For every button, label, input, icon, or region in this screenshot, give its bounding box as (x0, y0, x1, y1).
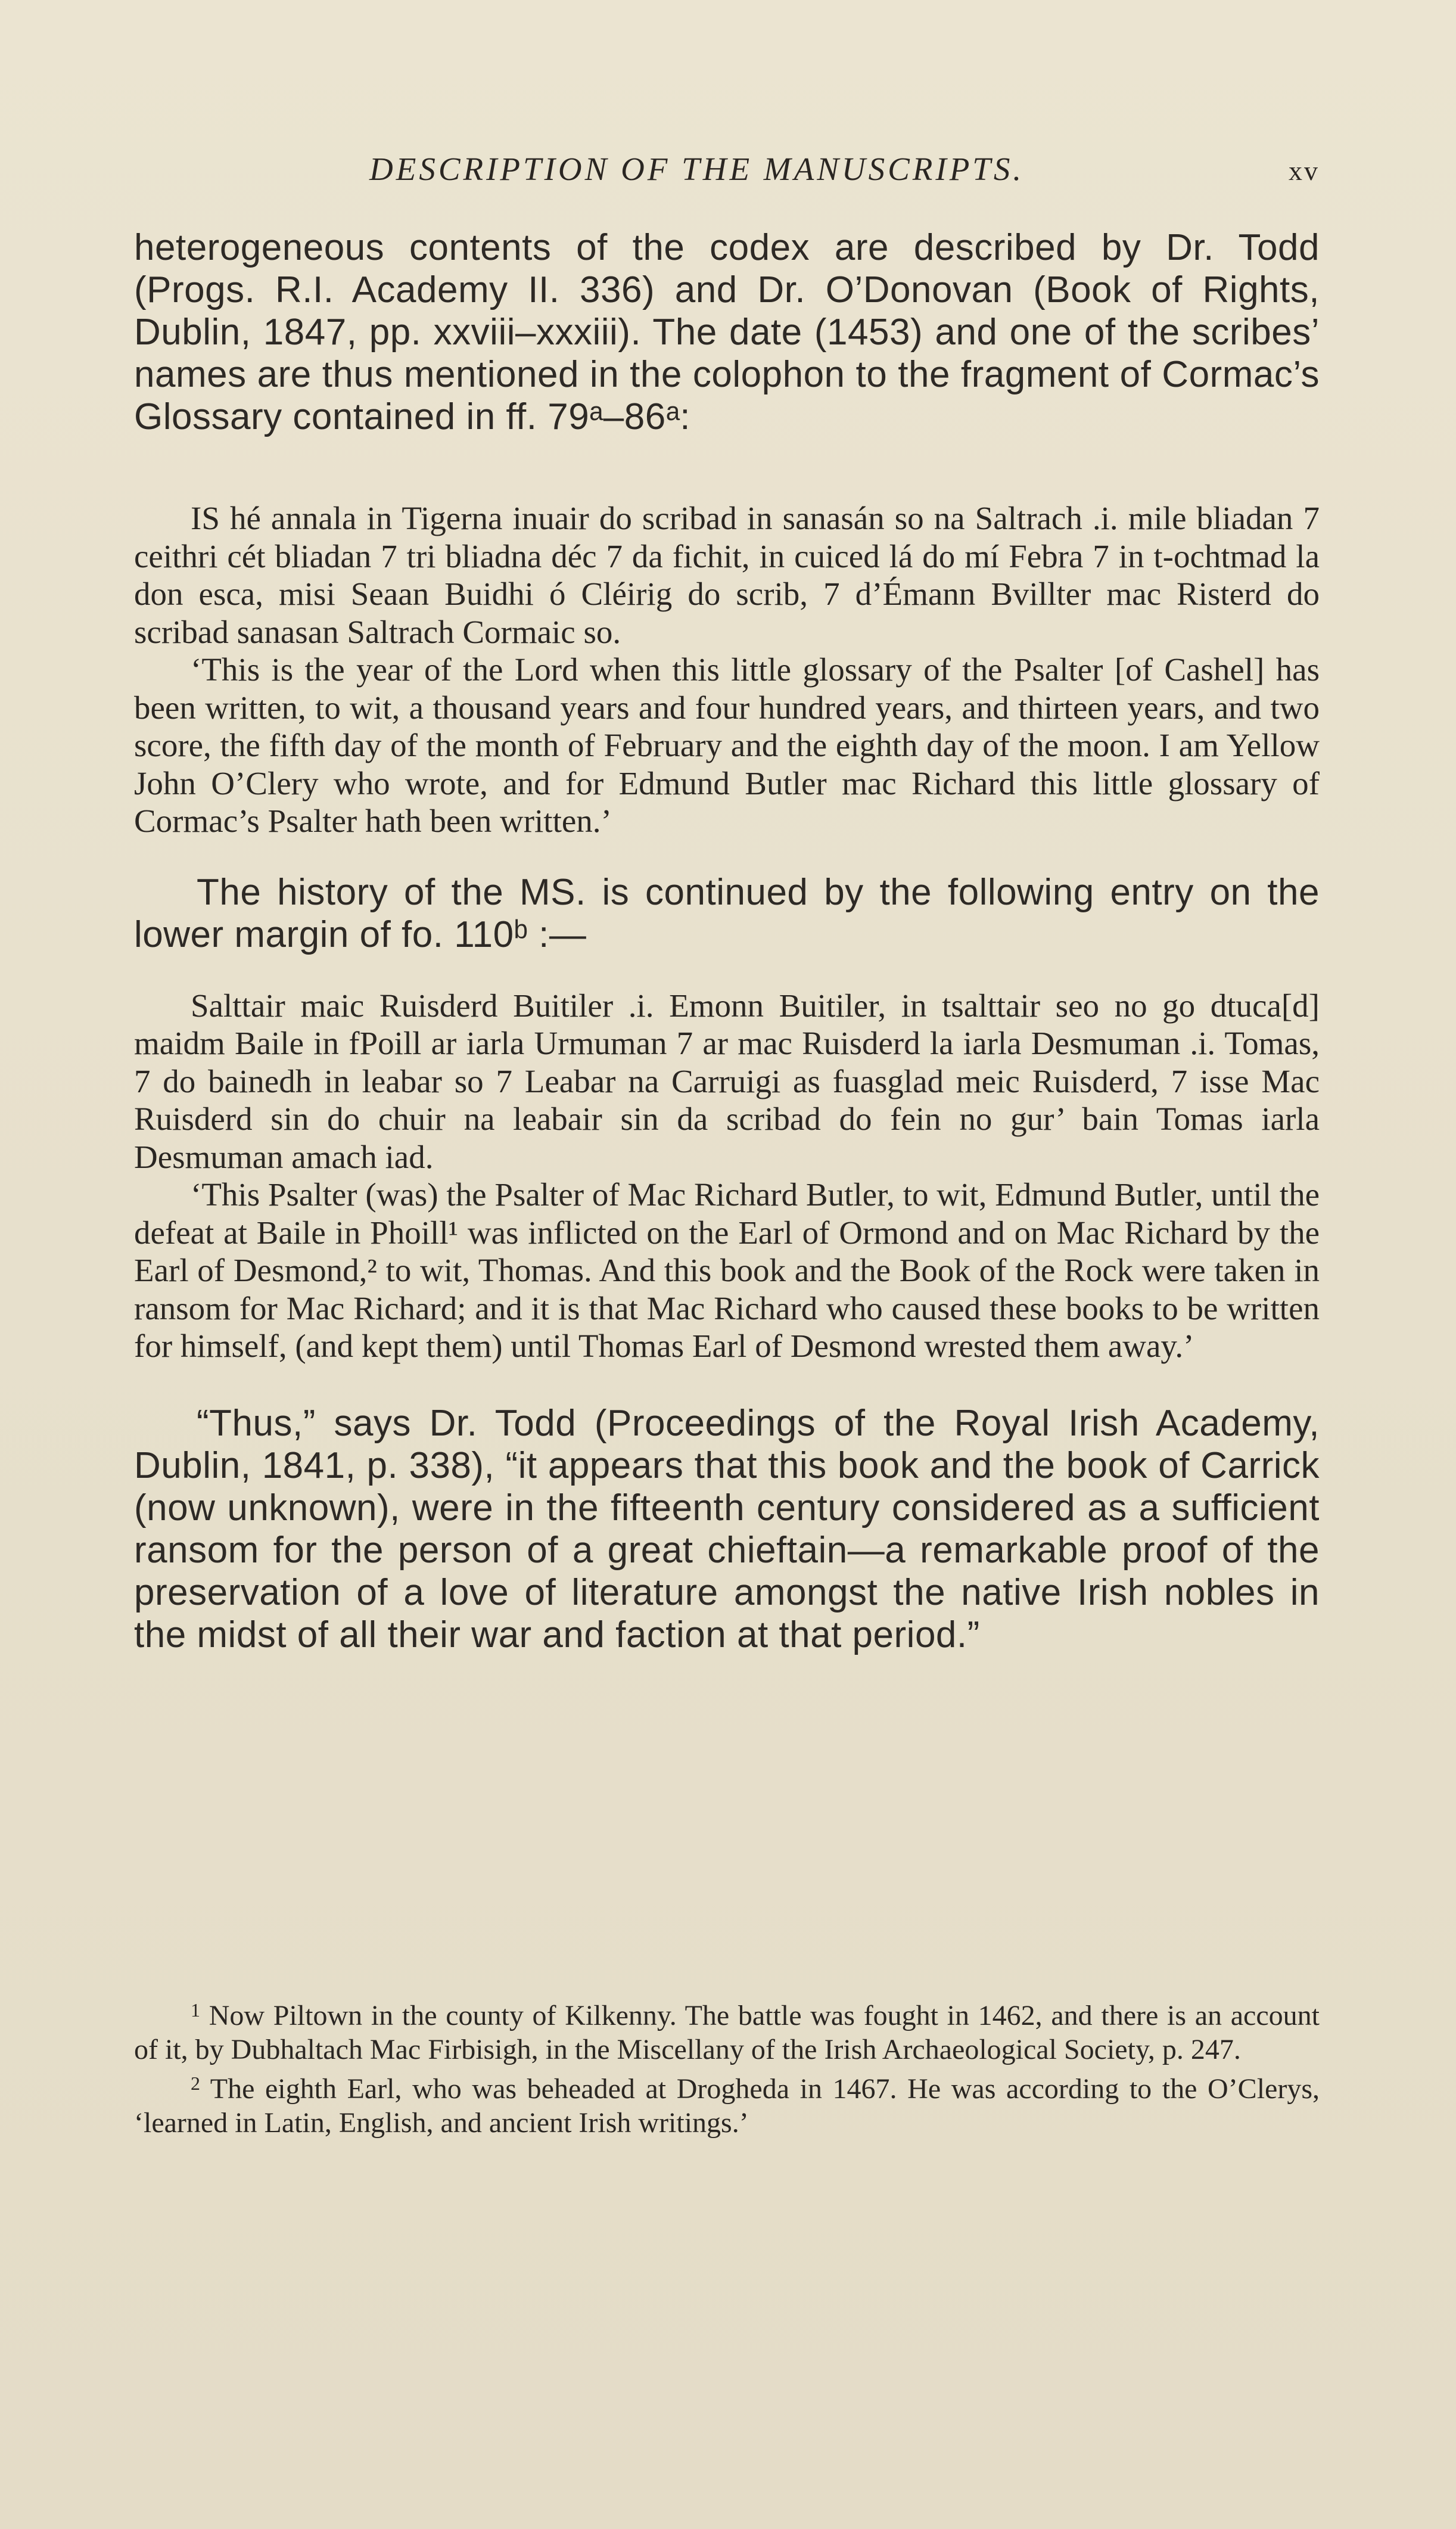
page-header (134, 150, 1320, 198)
page-number: xv (1289, 156, 1320, 186)
footnote-2-marker: 2 (191, 2073, 200, 2094)
footnote-1-text: Now Piltown in the county of Kilkenny. The battle was fought in 1462, and there is an account of it, by Dubhaltach Mac Firbisigh, in the Miscellany of the Irish Archaeological Society, p. 247. (134, 2000, 1320, 2065)
margin-entry-english-translation: ‘This Psalter (was) the Psalter of Mac Richard Butler, to wit, Edmund Butler, until the defeat at Baile in Phoill¹ was inflicted on the Earl of Ormond and on Mac Richard by the Earl of Desmond,² to wit, Thomas. And this book and the Book of the Rock were taken in ransom for Mac Richard; and it is that Mac Richard who caused these books to be written for himself, (and kept them) until Thomas Earl of Desmond wrested them away.’ (134, 1176, 1320, 1364)
colophon-irish-quote: IS hé annala in Tigerna inuair do scribad in sanasán so na Saltrach .i. mile bliadan 7 ceithri cét bliadan 7 tri bliadna déc 7 da fichit, in cuiced lá do mí Febra 7 in t-ochtmad la don esca, misi Seaan Buidhi ó Cléirig do scrib, 7 d’Émann Bvillter mac Risterd do scribad sanasan Saltrach Cormaic so. (134, 500, 1320, 650)
footnotes (134, 1993, 1320, 2140)
footnote-2-text: The eighth Earl, who was beheaded at Drogheda in 1467. He was according to the O’Clerys, ‘learned in Latin, English, and ancient Irish writings.’ (134, 2073, 1320, 2139)
footnote-1 (134, 1993, 1320, 2067)
footnote-1-marker: 1 (191, 1999, 200, 2021)
footnote-2 (134, 2067, 1320, 2140)
running-head: DESCRIPTION OF THE MANUSCRIPTS. (369, 151, 1025, 187)
margin-entry-irish-quote: Salttair maic Ruisderd Buitiler .i. Emonn Buitiler, in tsalttair seo no go dtuca[d] maidm Baile in fPoill ar iarla Urmuman 7 ar mac Ruisderd la iarla Desmuman .i. Tomas, 7 do bainedh in leabar so 7 Leabar na Carruigi as fuasglad meic Ruisderd, 7 isse Mac Ruisderd sin do chuir na leabair sin da scribad do fein no gur’ bain Tomas iarla Desmuman amach iad. (134, 987, 1320, 1175)
paragraph-intro: heterogeneous contents of the codex are described by Dr. Todd (Progs. R.I. Academy II. 336) and Dr. O’Donovan (Book of Rights, Dublin, 1847, pp. xxviii–xxxiii). The date (1453) and one of the scribes’ names are thus mentioned in the colophon to the fragment of Cormac’s Glossary contained in ff. 79ᵃ–86ᵃ: (134, 227, 1320, 437)
colophon-english-translation: ‘This is the year of the Lord when this little glossary of the Psalter [of Cashel] has been written, to wit, a thousand years and four hundred years, and thirteen years, and two score, the fifth day of the month of February and the eighth day of the moon. I am Yellow John O’Clery who wrote, and for Edmund Butler mac Richard this little glossary of Cormac’s Psalter hath been written.’ (134, 651, 1320, 839)
paragraph-history: The history of the MS. is continued by the following entry on the lower margin of fo. 110ᵇ :— (134, 871, 1320, 955)
main-text (134, 226, 1320, 1656)
paragraph-todd-quote: “Thus,” says Dr. Todd (Proceedings of the Royal Irish Academy, Dublin, 1841, p. 338), “it appears that this book and the book of Carrick (now unknown), were in the fifteenth century considered as a sufficient ransom for the person of a great chieftain—a remarkable proof of the preservation of a love of literature amongst the native Irish nobles in the midst of all their war and faction at that period.” (134, 1402, 1320, 1655)
